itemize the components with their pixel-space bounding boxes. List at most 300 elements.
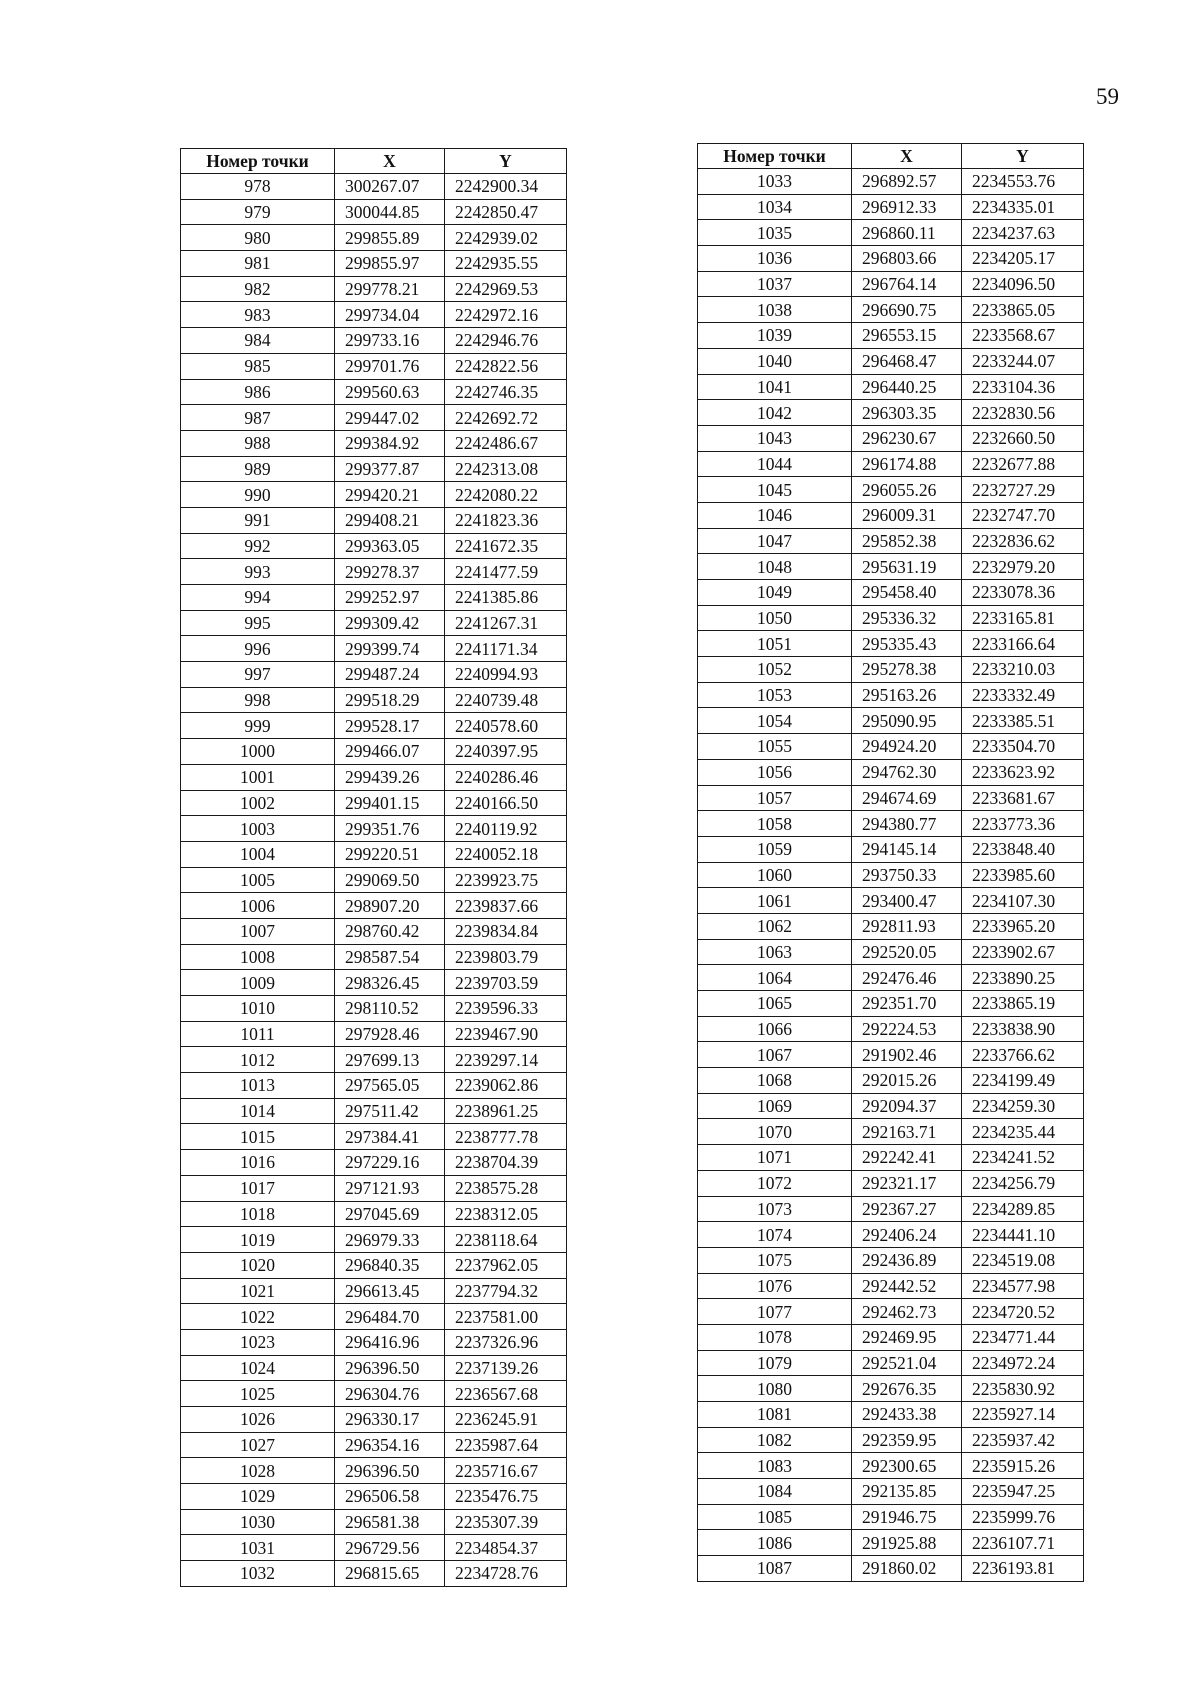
- cell-x: 296440.25: [852, 374, 962, 400]
- cell-x: 296840.35: [335, 1252, 445, 1278]
- cell-point-number: 1086: [698, 1530, 852, 1556]
- cell-x: 299420.21: [335, 482, 445, 508]
- table-row: [698, 708, 1084, 734]
- cell-point-number: 1074: [698, 1222, 852, 1248]
- cell-y: 2238704.39: [445, 1150, 567, 1176]
- cell-x: 292811.93: [852, 913, 962, 939]
- table-row: [698, 913, 1084, 939]
- cell-x: 294145.14: [852, 836, 962, 862]
- cell-x: 299855.97: [335, 251, 445, 277]
- table-row: [181, 1175, 567, 1201]
- cell-y: 2234241.52: [962, 1145, 1084, 1171]
- cell-y: 2234237.63: [962, 220, 1084, 246]
- table-row: [181, 1509, 567, 1535]
- cell-point-number: 1048: [698, 554, 852, 580]
- table-row: [698, 1556, 1084, 1582]
- cell-x: 295631.19: [852, 554, 962, 580]
- table-row: [181, 816, 567, 842]
- table-row: [181, 430, 567, 456]
- cell-y: 2241171.34: [445, 636, 567, 662]
- cell-point-number: 1051: [698, 631, 852, 657]
- cell-x: 299252.97: [335, 585, 445, 611]
- cell-point-number: 1054: [698, 708, 852, 734]
- cell-y: 2235830.92: [962, 1376, 1084, 1402]
- cell-y: 2241385.86: [445, 585, 567, 611]
- table-row: [698, 194, 1084, 220]
- cell-point-number: 979: [181, 199, 335, 225]
- cell-x: 295090.95: [852, 708, 962, 734]
- cell-x: 299399.74: [335, 636, 445, 662]
- cell-point-number: 1006: [181, 893, 335, 919]
- cell-y: 2233865.05: [962, 297, 1084, 323]
- cell-x: 295163.26: [852, 682, 962, 708]
- cell-point-number: 992: [181, 533, 335, 559]
- cell-y: 2242313.08: [445, 456, 567, 482]
- table-row: [698, 1093, 1084, 1119]
- cell-x: 299528.17: [335, 713, 445, 739]
- cell-point-number: 1019: [181, 1227, 335, 1253]
- table-row: [698, 528, 1084, 554]
- table-row: [698, 836, 1084, 862]
- table-row: [698, 323, 1084, 349]
- cell-x: 292476.46: [852, 965, 962, 991]
- cell-point-number: 1032: [181, 1561, 335, 1587]
- cell-y: 2233890.25: [962, 965, 1084, 991]
- table-row: [181, 662, 567, 688]
- cell-x: 292433.38: [852, 1402, 962, 1428]
- cell-point-number: 1082: [698, 1427, 852, 1453]
- cell-point-number: 1037: [698, 271, 852, 297]
- table-row: [698, 374, 1084, 400]
- header-point-number: Номер точки: [698, 144, 852, 169]
- coordinates-table-right: [697, 143, 1084, 1582]
- table-row: [698, 1453, 1084, 1479]
- header-row: [181, 149, 567, 174]
- cell-point-number: 1016: [181, 1150, 335, 1176]
- cell-y: 2237139.26: [445, 1355, 567, 1381]
- table-row: [181, 1458, 567, 1484]
- cell-x: 296055.26: [852, 477, 962, 503]
- table-row: [181, 687, 567, 713]
- cell-x: 299351.76: [335, 816, 445, 842]
- cell-y: 2238777.78: [445, 1124, 567, 1150]
- cell-point-number: 1046: [698, 502, 852, 528]
- cell-y: 2233965.20: [962, 913, 1084, 939]
- table-row: [181, 1073, 567, 1099]
- cell-point-number: 991: [181, 507, 335, 533]
- table-row: [698, 1376, 1084, 1402]
- cell-point-number: 1012: [181, 1047, 335, 1073]
- cell-x: 298587.54: [335, 944, 445, 970]
- cell-point-number: 1072: [698, 1170, 852, 1196]
- cell-y: 2241477.59: [445, 559, 567, 585]
- cell-y: 2232727.29: [962, 477, 1084, 503]
- table-row: [181, 199, 567, 225]
- cell-x: 297384.41: [335, 1124, 445, 1150]
- table-row: [181, 1150, 567, 1176]
- table-row: [181, 585, 567, 611]
- cell-y: 2241672.35: [445, 533, 567, 559]
- cell-y: 2242692.72: [445, 405, 567, 431]
- cell-y: 2235307.39: [445, 1509, 567, 1535]
- cell-x: 296860.11: [852, 220, 962, 246]
- table-row: [698, 1504, 1084, 1530]
- cell-point-number: 1044: [698, 451, 852, 477]
- cell-y: 2241823.36: [445, 507, 567, 533]
- cell-y: 2240578.60: [445, 713, 567, 739]
- table-row: [698, 657, 1084, 683]
- cell-point-number: 1061: [698, 888, 852, 914]
- cell-y: 2234107.30: [962, 888, 1084, 914]
- cell-y: 2233210.03: [962, 657, 1084, 683]
- cell-y: 2242822.56: [445, 353, 567, 379]
- cell-y: 2232836.62: [962, 528, 1084, 554]
- cell-x: 294380.77: [852, 811, 962, 837]
- cell-y: 2235999.76: [962, 1504, 1084, 1530]
- table-row: [181, 482, 567, 508]
- cell-point-number: 1062: [698, 913, 852, 939]
- table-row: [181, 764, 567, 790]
- cell-x: 299487.24: [335, 662, 445, 688]
- cell-y: 2234199.49: [962, 1068, 1084, 1094]
- table-row: [181, 225, 567, 251]
- cell-point-number: 1069: [698, 1093, 852, 1119]
- cell-x: 296230.67: [852, 425, 962, 451]
- table-row: [181, 1407, 567, 1433]
- cell-point-number: 1047: [698, 528, 852, 554]
- cell-x: 294924.20: [852, 734, 962, 760]
- table-row: [698, 1119, 1084, 1145]
- cell-x: 292242.41: [852, 1145, 962, 1171]
- cell-point-number: 1007: [181, 918, 335, 944]
- table-row: [181, 559, 567, 585]
- table-row: [698, 1427, 1084, 1453]
- table-header: [698, 144, 1084, 169]
- cell-point-number: 1080: [698, 1376, 852, 1402]
- cell-point-number: 1077: [698, 1299, 852, 1325]
- cell-point-number: 1039: [698, 323, 852, 349]
- cell-y: 2234256.79: [962, 1170, 1084, 1196]
- cell-point-number: 1065: [698, 991, 852, 1017]
- cell-y: 2238961.25: [445, 1098, 567, 1124]
- cell-y: 2242935.55: [445, 251, 567, 277]
- cell-y: 2236107.71: [962, 1530, 1084, 1556]
- cell-x: 299447.02: [335, 405, 445, 431]
- cell-point-number: 999: [181, 713, 335, 739]
- cell-x: 294674.69: [852, 785, 962, 811]
- cell-x: 292469.95: [852, 1324, 962, 1350]
- cell-y: 2234289.85: [962, 1196, 1084, 1222]
- cell-y: 2242080.22: [445, 482, 567, 508]
- cell-point-number: 1050: [698, 605, 852, 631]
- cell-point-number: 1076: [698, 1273, 852, 1299]
- cell-point-number: 1055: [698, 734, 852, 760]
- cell-point-number: 1030: [181, 1509, 335, 1535]
- table-row: [181, 507, 567, 533]
- cell-point-number: 1071: [698, 1145, 852, 1171]
- cell-y: 2233504.70: [962, 734, 1084, 760]
- cell-x: 297045.69: [335, 1201, 445, 1227]
- cell-y: 2233773.36: [962, 811, 1084, 837]
- cell-x: 296354.16: [335, 1432, 445, 1458]
- cell-point-number: 987: [181, 405, 335, 431]
- table-row: [698, 1170, 1084, 1196]
- cell-point-number: 1000: [181, 739, 335, 765]
- cell-x: 299855.89: [335, 225, 445, 251]
- cell-x: 299408.21: [335, 507, 445, 533]
- header-y: Y: [445, 149, 567, 174]
- cell-x: 292224.53: [852, 1016, 962, 1042]
- cell-point-number: 1063: [698, 939, 852, 965]
- cell-y: 2236193.81: [962, 1556, 1084, 1582]
- table-row: [698, 1222, 1084, 1248]
- cell-point-number: 1026: [181, 1407, 335, 1433]
- cell-x: 294762.30: [852, 759, 962, 785]
- cell-y: 2234235.44: [962, 1119, 1084, 1145]
- cell-x: 300044.85: [335, 199, 445, 225]
- cell-point-number: 1067: [698, 1042, 852, 1068]
- cell-point-number: 1073: [698, 1196, 852, 1222]
- cell-y: 2240166.50: [445, 790, 567, 816]
- table-row: [181, 739, 567, 765]
- cell-x: 295458.40: [852, 580, 962, 606]
- cell-y: 2239923.75: [445, 867, 567, 893]
- cell-point-number: 996: [181, 636, 335, 662]
- cell-y: 2233838.90: [962, 1016, 1084, 1042]
- cell-x: 297229.16: [335, 1150, 445, 1176]
- cell-x: 298907.20: [335, 893, 445, 919]
- table-row: [181, 1098, 567, 1124]
- cell-point-number: 1014: [181, 1098, 335, 1124]
- cell-y: 2235927.14: [962, 1402, 1084, 1428]
- cell-y: 2233385.51: [962, 708, 1084, 734]
- table-row: [698, 246, 1084, 272]
- header-point-number: Номер точки: [181, 149, 335, 174]
- cell-x: 297928.46: [335, 1021, 445, 1047]
- table-row: [698, 220, 1084, 246]
- table-row: [181, 174, 567, 200]
- cell-y: 2232660.50: [962, 425, 1084, 451]
- cell-point-number: 1070: [698, 1119, 852, 1145]
- cell-y: 2239297.14: [445, 1047, 567, 1073]
- cell-y: 2237326.96: [445, 1329, 567, 1355]
- cell-x: 292436.89: [852, 1247, 962, 1273]
- cell-point-number: 1084: [698, 1479, 852, 1505]
- cell-y: 2242850.47: [445, 199, 567, 225]
- table-row: [698, 425, 1084, 451]
- cell-point-number: 1049: [698, 580, 852, 606]
- table-row: [698, 1324, 1084, 1350]
- cell-y: 2242969.53: [445, 276, 567, 302]
- cell-x: 299069.50: [335, 867, 445, 893]
- table-row: [698, 1299, 1084, 1325]
- cell-x: 292442.52: [852, 1273, 962, 1299]
- cell-y: 2232979.20: [962, 554, 1084, 580]
- table-row: [181, 405, 567, 431]
- table-row: [181, 1432, 567, 1458]
- cell-x: 293750.33: [852, 862, 962, 888]
- cell-y: 2234720.52: [962, 1299, 1084, 1325]
- cell-x: 296396.50: [335, 1355, 445, 1381]
- cell-x: 296581.38: [335, 1509, 445, 1535]
- cell-point-number: 1025: [181, 1381, 335, 1407]
- table-row: [698, 1247, 1084, 1273]
- table-row: [698, 991, 1084, 1017]
- cell-point-number: 1024: [181, 1355, 335, 1381]
- table-row: [698, 297, 1084, 323]
- cell-y: 2241267.31: [445, 610, 567, 636]
- table-row: [181, 302, 567, 328]
- table-row: [181, 841, 567, 867]
- table-row: [181, 533, 567, 559]
- cell-point-number: 1087: [698, 1556, 852, 1582]
- cell-y: 2234519.08: [962, 1247, 1084, 1273]
- cell-x: 292520.05: [852, 939, 962, 965]
- cell-point-number: 1040: [698, 348, 852, 374]
- cell-x: 292321.17: [852, 1170, 962, 1196]
- cell-point-number: 1043: [698, 425, 852, 451]
- cell-point-number: 1064: [698, 965, 852, 991]
- cell-y: 2240286.46: [445, 764, 567, 790]
- header-row: [698, 144, 1084, 169]
- cell-y: 2233166.64: [962, 631, 1084, 657]
- cell-point-number: 1035: [698, 220, 852, 246]
- header-y: Y: [962, 144, 1084, 169]
- table-row: [181, 996, 567, 1022]
- cell-point-number: 995: [181, 610, 335, 636]
- cell-y: 2232830.56: [962, 400, 1084, 426]
- cell-y: 2239803.79: [445, 944, 567, 970]
- cell-y: 2235987.64: [445, 1432, 567, 1458]
- cell-x: 298110.52: [335, 996, 445, 1022]
- table-row: [698, 811, 1084, 837]
- cell-point-number: 1081: [698, 1402, 852, 1428]
- cell-point-number: 997: [181, 662, 335, 688]
- table-row: [698, 1145, 1084, 1171]
- cell-point-number: 1059: [698, 836, 852, 862]
- cell-x: 296815.65: [335, 1561, 445, 1587]
- cell-x: 296892.57: [852, 169, 962, 195]
- cell-x: 296304.76: [335, 1381, 445, 1407]
- cell-y: 2233244.07: [962, 348, 1084, 374]
- table-row: [698, 631, 1084, 657]
- cell-y: 2239703.59: [445, 970, 567, 996]
- cell-point-number: 994: [181, 585, 335, 611]
- cell-x: 299278.37: [335, 559, 445, 585]
- table-row: [181, 790, 567, 816]
- cell-x: 296979.33: [335, 1227, 445, 1253]
- table-row: [181, 636, 567, 662]
- cell-x: 296468.47: [852, 348, 962, 374]
- cell-x: 299778.21: [335, 276, 445, 302]
- cell-y: 2233902.67: [962, 939, 1084, 965]
- table-row: [698, 888, 1084, 914]
- table-row: [698, 348, 1084, 374]
- table-row: [698, 939, 1084, 965]
- cell-x: 299220.51: [335, 841, 445, 867]
- cell-y: 2233623.92: [962, 759, 1084, 785]
- cell-y: 2232677.88: [962, 451, 1084, 477]
- table-row: [181, 713, 567, 739]
- cell-x: 297121.93: [335, 1175, 445, 1201]
- cell-x: 297511.42: [335, 1098, 445, 1124]
- cell-y: 2237794.32: [445, 1278, 567, 1304]
- table-row: [181, 1252, 567, 1278]
- cell-point-number: 984: [181, 328, 335, 354]
- cell-point-number: 1038: [698, 297, 852, 323]
- cell-point-number: 1041: [698, 374, 852, 400]
- cell-y: 2234259.30: [962, 1093, 1084, 1119]
- cell-x: 292462.73: [852, 1299, 962, 1325]
- cell-x: 296553.15: [852, 323, 962, 349]
- cell-x: 295335.43: [852, 631, 962, 657]
- cell-y: 2236567.68: [445, 1381, 567, 1407]
- table-row: [181, 251, 567, 277]
- cell-x: 292367.27: [852, 1196, 962, 1222]
- cell-point-number: 1011: [181, 1021, 335, 1047]
- cell-point-number: 1004: [181, 841, 335, 867]
- cell-x: 299701.76: [335, 353, 445, 379]
- table-row: [698, 1479, 1084, 1505]
- table-row: [698, 759, 1084, 785]
- table-row: [698, 1042, 1084, 1068]
- cell-point-number: 1015: [181, 1124, 335, 1150]
- cell-point-number: 1028: [181, 1458, 335, 1484]
- cell-y: 2242900.34: [445, 174, 567, 200]
- cell-point-number: 1013: [181, 1073, 335, 1099]
- table-row: [181, 867, 567, 893]
- cell-x: 296396.50: [335, 1458, 445, 1484]
- cell-x: 299518.29: [335, 687, 445, 713]
- table-row: [698, 169, 1084, 195]
- cell-point-number: 998: [181, 687, 335, 713]
- cell-point-number: 1010: [181, 996, 335, 1022]
- table-row: [181, 1355, 567, 1381]
- cell-point-number: 978: [181, 174, 335, 200]
- cell-y: 2234096.50: [962, 271, 1084, 297]
- table-row: [698, 965, 1084, 991]
- cell-y: 2233104.36: [962, 374, 1084, 400]
- table-row: [181, 610, 567, 636]
- cell-point-number: 1008: [181, 944, 335, 970]
- cell-x: 299733.16: [335, 328, 445, 354]
- table-row: [698, 451, 1084, 477]
- table-row: [181, 970, 567, 996]
- cell-x: 296764.14: [852, 271, 962, 297]
- cell-y: 2233985.60: [962, 862, 1084, 888]
- cell-y: 2234771.44: [962, 1324, 1084, 1350]
- cell-x: 292135.85: [852, 1479, 962, 1505]
- cell-point-number: 1085: [698, 1504, 852, 1530]
- cell-point-number: 1003: [181, 816, 335, 842]
- table-row: [181, 1047, 567, 1073]
- cell-point-number: 983: [181, 302, 335, 328]
- cell-y: 2242939.02: [445, 225, 567, 251]
- table-row: [181, 379, 567, 405]
- cell-point-number: 1058: [698, 811, 852, 837]
- cell-x: 299401.15: [335, 790, 445, 816]
- cell-x: 292676.35: [852, 1376, 962, 1402]
- cell-point-number: 1079: [698, 1350, 852, 1376]
- cell-y: 2234854.37: [445, 1535, 567, 1561]
- table-row: [698, 1350, 1084, 1376]
- table-row: [181, 918, 567, 944]
- table-header: [181, 149, 567, 174]
- cell-x: 296174.88: [852, 451, 962, 477]
- cell-point-number: 1021: [181, 1278, 335, 1304]
- cell-x: 295336.32: [852, 605, 962, 631]
- cell-x: 299363.05: [335, 533, 445, 559]
